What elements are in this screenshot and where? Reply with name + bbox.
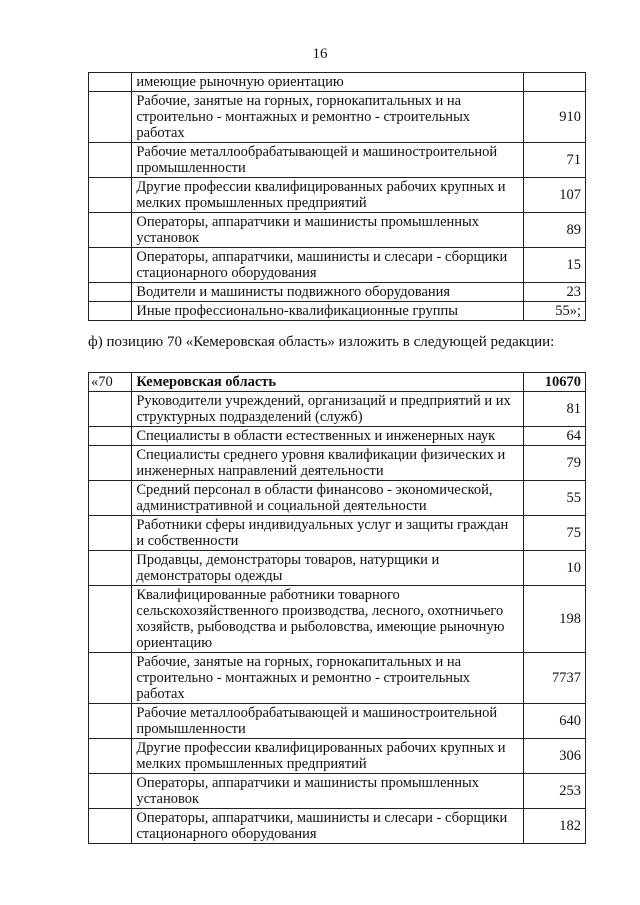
table-row [89,739,586,774]
amendment-paragraph: ф) позицию 70 «Кемеровская область» изложить в следующей редакции: [88,334,555,350]
cell-name: Операторы, аппаратчики и машинисты промышленных установок [132,774,524,809]
cell-value: 79 [524,446,586,481]
cell-value: 15 [524,248,586,283]
cell-name: Специалисты среднего уровня квалификации физических и инженерных направлений деятельности [132,446,524,481]
cell-name: Продавцы, демонстраторы товаров, натурщики и демонстраторы одежды [132,551,524,586]
table-row [89,427,586,446]
cell-value: 182 [524,809,586,844]
cell-value: 306 [524,739,586,774]
cell-name: Руководители учреждений, организаций и предприятий и их структурных подразделений (служб) [132,392,524,427]
table-row [89,392,586,427]
cell-code [89,283,132,302]
cell-value: 71 [524,143,586,178]
cell-code [89,248,132,283]
cell-name: Другие профессии квалифицированных рабочих крупных и мелких промышленных предприятий [132,178,524,213]
cell-name: Операторы, аппаратчики и машинисты промышленных установок [132,213,524,248]
cell-name: Специалисты в области естественных и инженерных наук [132,427,524,446]
cell-value: 89 [524,213,586,248]
cell-value: 253 [524,774,586,809]
table-row [89,178,586,213]
cell-code [89,178,132,213]
cell-name: Средний персонал в области финансово - экономической, административной и социальной деятельности [132,481,524,516]
page-number: 16 [312,46,328,62]
cell-value: 7737 [524,653,586,704]
table-row [89,551,586,586]
cell-name: Квалифицированные работники товарного сельскохозяйственного производства, лесного, охотничьего хозяйств, рыбоводства и рыболовства, имеющие рыночную ориентацию [132,586,524,653]
cell-code [89,774,132,809]
cell-code [89,392,132,427]
table-row [89,302,586,321]
table-header-row [89,373,586,392]
cell-value: 23 [524,283,586,302]
cell-name: Водители и машинисты подвижного оборудования [132,283,524,302]
cell-name: Другие профессии квалифицированных рабочих крупных и мелких промышленных предприятий [132,739,524,774]
table-row [89,248,586,283]
table-row [89,516,586,551]
cell-value: 81 [524,392,586,427]
cell-value: 10 [524,551,586,586]
table-row [89,213,586,248]
table-row [89,586,586,653]
cell-name: Рабочие металлообрабатывающей и машиностроительной промышленности [132,143,524,178]
table-row [89,283,586,302]
cell-code [89,653,132,704]
cell-value: 107 [524,178,586,213]
table-occupations-continued [88,72,586,321]
table-row [89,92,586,143]
table-row [89,73,586,92]
table-row [89,704,586,739]
cell-value: 55 [524,481,586,516]
cell-value: 75 [524,516,586,551]
table-row [89,774,586,809]
table-row [89,446,586,481]
cell-name: Рабочие металлообрабатывающей и машиностроительной промышленности [132,704,524,739]
cell-code [89,481,132,516]
cell-code [89,516,132,551]
cell-name: Иные профессионально-квалификационные группы [132,302,524,321]
region-name: Кемеровская область [132,373,524,392]
cell-name: Рабочие, занятые на горных, горнокапитальных и на строительно - монтажных и ремонтно - строительных работах [132,653,524,704]
cell-value: 910 [524,92,586,143]
cell-name: Рабочие, занятые на горных, горнокапитальных и на строительно - монтажных и ремонтно - строительных работах [132,92,524,143]
cell-name: Операторы, аппаратчики, машинисты и слесари - сборщики стационарного оборудования [132,809,524,844]
cell-code [89,586,132,653]
table-row [89,653,586,704]
cell-value: 640 [524,704,586,739]
cell-code [89,704,132,739]
cell-code [89,143,132,178]
table-row [89,481,586,516]
table-row [89,143,586,178]
cell-name: имеющие рыночную ориентацию [132,73,524,92]
cell-code [89,739,132,774]
cell-value: 198 [524,586,586,653]
cell-code [89,446,132,481]
cell-code [89,213,132,248]
table-kemerovo-region [88,372,586,844]
cell-code: «70 [89,373,132,392]
cell-value: 55»; [524,302,586,321]
cell-value [524,73,586,92]
cell-value: 64 [524,427,586,446]
table-row [89,809,586,844]
cell-code [89,92,132,143]
cell-name: Работники сферы индивидуальных услуг и защиты граждан и собственности [132,516,524,551]
cell-code [89,551,132,586]
cell-code [89,427,132,446]
region-total: 10670 [524,373,586,392]
cell-code [89,302,132,321]
cell-name: Операторы, аппаратчики, машинисты и слесари - сборщики стационарного оборудования [132,248,524,283]
cell-code [89,73,132,92]
cell-code [89,809,132,844]
